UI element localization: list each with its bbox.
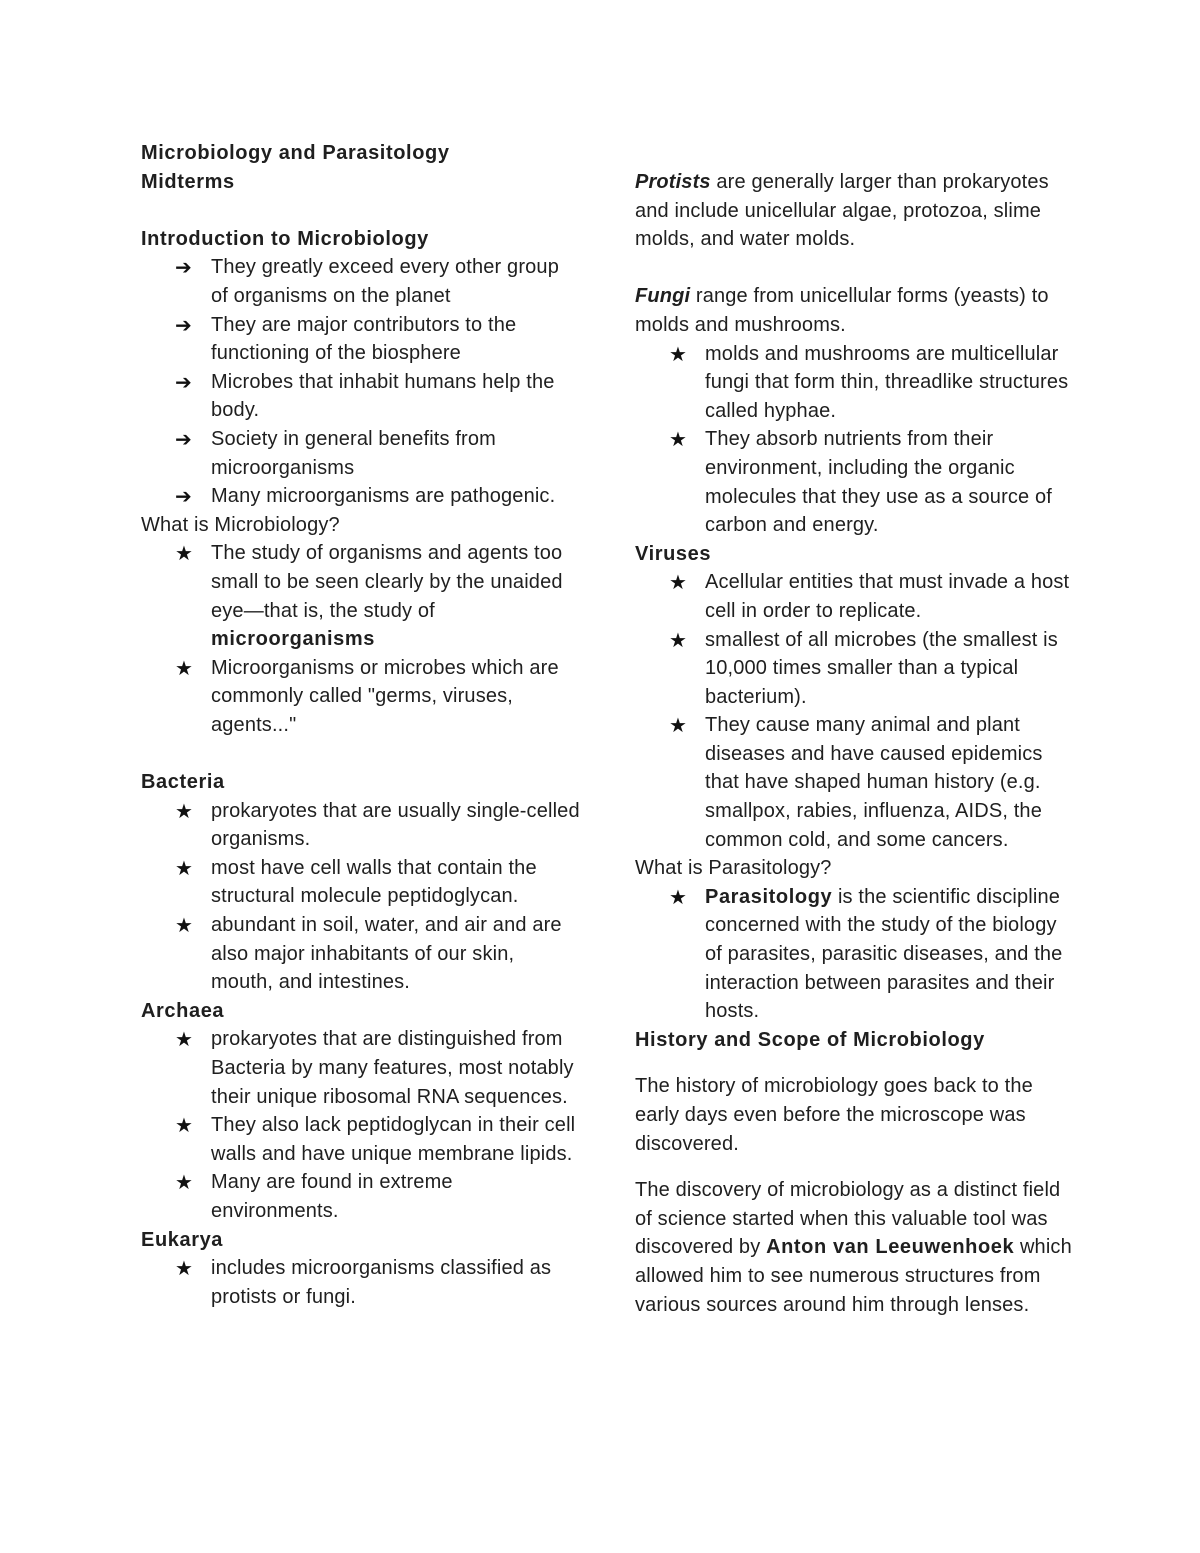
star-icon: ★ — [669, 884, 688, 909]
list-item: ★ Parasitology is the scientific discipline concerned with the study of the biology of parasites, parasitic diseases, and the interaction between parasites and their hosts. — [669, 884, 1063, 1023]
fungi-paragraph: Fungi range from unicellular forms (yeasts) to molds and mushrooms. — [635, 285, 1049, 336]
arrow-icon: ➔ — [175, 484, 192, 509]
viruses-heading: Viruses — [635, 542, 712, 565]
star-icon: ★ — [175, 1170, 194, 1195]
list-item: ➔ Many microorganisms are pathogenic. — [141, 482, 581, 511]
list-item: ★ Microorganisms or microbes which are commonly called "germs, viruses, agents..." — [175, 655, 559, 736]
star-icon: ★ — [175, 1113, 194, 1138]
fungi-list — [635, 340, 1075, 540]
fungi-term: Fungi — [635, 285, 691, 308]
star-icon: ★ — [175, 855, 194, 880]
star-icon: ★ — [175, 541, 194, 566]
arrow-icon: ➔ — [175, 369, 192, 394]
star-icon: ★ — [669, 627, 688, 652]
star-icon: ★ — [669, 341, 688, 366]
intro-heading: Introduction to Microbiology — [141, 227, 429, 250]
document-title: Microbiology and Parasitology — [141, 142, 450, 164]
list-item: ★ abundant in soil, water, and air and are also major inhabitants of our skin, mouth, and intestines. — [175, 913, 562, 994]
document-subtitle: Midterms — [141, 170, 235, 193]
microbiology-definition-list — [141, 539, 581, 739]
star-icon: ★ — [175, 798, 194, 823]
arrow-icon: ➔ — [175, 312, 192, 337]
star-icon: ★ — [175, 655, 194, 680]
history-paragraph-1: The history of microbiology goes back to the early days even before the microscope was discovered. — [635, 1075, 1033, 1155]
star-icon: ★ — [669, 713, 688, 738]
star-icon: ★ — [175, 1027, 194, 1052]
list-item: ★ prokaryotes that are usually single-celled organisms. — [175, 798, 580, 851]
list-item: ★ molds and mushrooms are multicellular fungi that form thin, threadlike structures called hyphae. — [669, 341, 1069, 422]
history-paragraph-2: The discovery of microbiology as a distinct field of science started when this valuable tool was discovered by Anton van Leeuwenhoek which allowed him to see numerous structures from various sources around him through lenses. — [635, 1179, 1072, 1316]
list-item: ★ The study of organisms and agents too small to be seen clearly by the unaided eye—that is, the study of microorganisms — [175, 541, 563, 651]
list-item: ➔ Society in general benefits from microorganisms — [175, 426, 496, 479]
star-icon: ★ — [175, 913, 194, 938]
left-column — [141, 139, 581, 1311]
history-heading: History and Scope of Microbiology — [635, 1028, 985, 1051]
list-item: ★ They absorb nutrients from their environment, including the organic molecules that they use as a source of carbon and energy. — [669, 427, 1052, 537]
bacteria-list — [141, 797, 581, 997]
list-item: ★ They cause many animal and plant diseases and have caused epidemics that have shaped human history (e.g. smallpox, rabies, influenza, AIDS, the common cold, and some cancers. — [669, 713, 1043, 851]
eukarya-heading: Eukarya — [141, 1228, 224, 1251]
what-is-microbiology-question: What is Microbiology? — [141, 513, 340, 536]
protists-term: Protists — [635, 171, 711, 193]
right-column — [635, 168, 1075, 1319]
viruses-list — [635, 568, 1075, 854]
list-item: ★ Many are found in extreme environments. — [175, 1170, 453, 1222]
leeuwenhoek-name: Anton van Leeuwenhoek — [766, 1236, 1015, 1259]
star-icon: ★ — [669, 570, 688, 595]
archaea-heading: Archaea — [141, 999, 225, 1022]
list-item: ★ Acellular entities that must invade a host cell in order to replicate. — [669, 570, 1070, 622]
list-item: ➔ Microbes that inhabit humans help the body. — [175, 369, 555, 422]
arrow-icon: ➔ — [175, 255, 192, 280]
list-item: ★ most have cell walls that contain the structural molecule peptidoglycan. — [175, 855, 537, 908]
intro-list — [141, 253, 581, 510]
list-item: ★ They also lack peptidoglycan in their cell walls and have unique membrane lipids. — [175, 1113, 576, 1165]
protists-paragraph: Protists are generally larger than prokaryotes and include unicellular algae, protozoa, slime molds, and water molds. — [635, 171, 1049, 251]
bacteria-heading: Bacteria — [141, 771, 225, 794]
eukarya-list — [141, 1254, 581, 1311]
star-icon: ★ — [669, 427, 688, 452]
star-icon: ★ — [175, 1256, 194, 1281]
list-item: ➔ They are major contributors to the functioning of the biosphere — [175, 312, 517, 365]
list-item: ➔ They greatly exceed every other group of organisms on the planet — [175, 255, 559, 307]
archaea-list — [141, 1025, 581, 1225]
list-item: ★ includes microorganisms classified as protists or fungi. — [175, 1256, 552, 1308]
parasitology-definition-list — [635, 883, 1075, 1026]
arrow-icon: ➔ — [175, 426, 192, 451]
what-is-parasitology-question: What is Parasitology? — [635, 857, 832, 880]
list-item: ★ prokaryotes that are distinguished from Bacteria by many features, most notably their unique ribosomal RNA sequences. — [175, 1027, 574, 1108]
parasitology-term: Parasitology — [705, 885, 833, 908]
list-item: ★ smallest of all microbes (the smallest is 10,000 times smaller than a typical bacterium). — [669, 627, 1058, 708]
microorganisms-term: microorganisms — [211, 628, 376, 651]
